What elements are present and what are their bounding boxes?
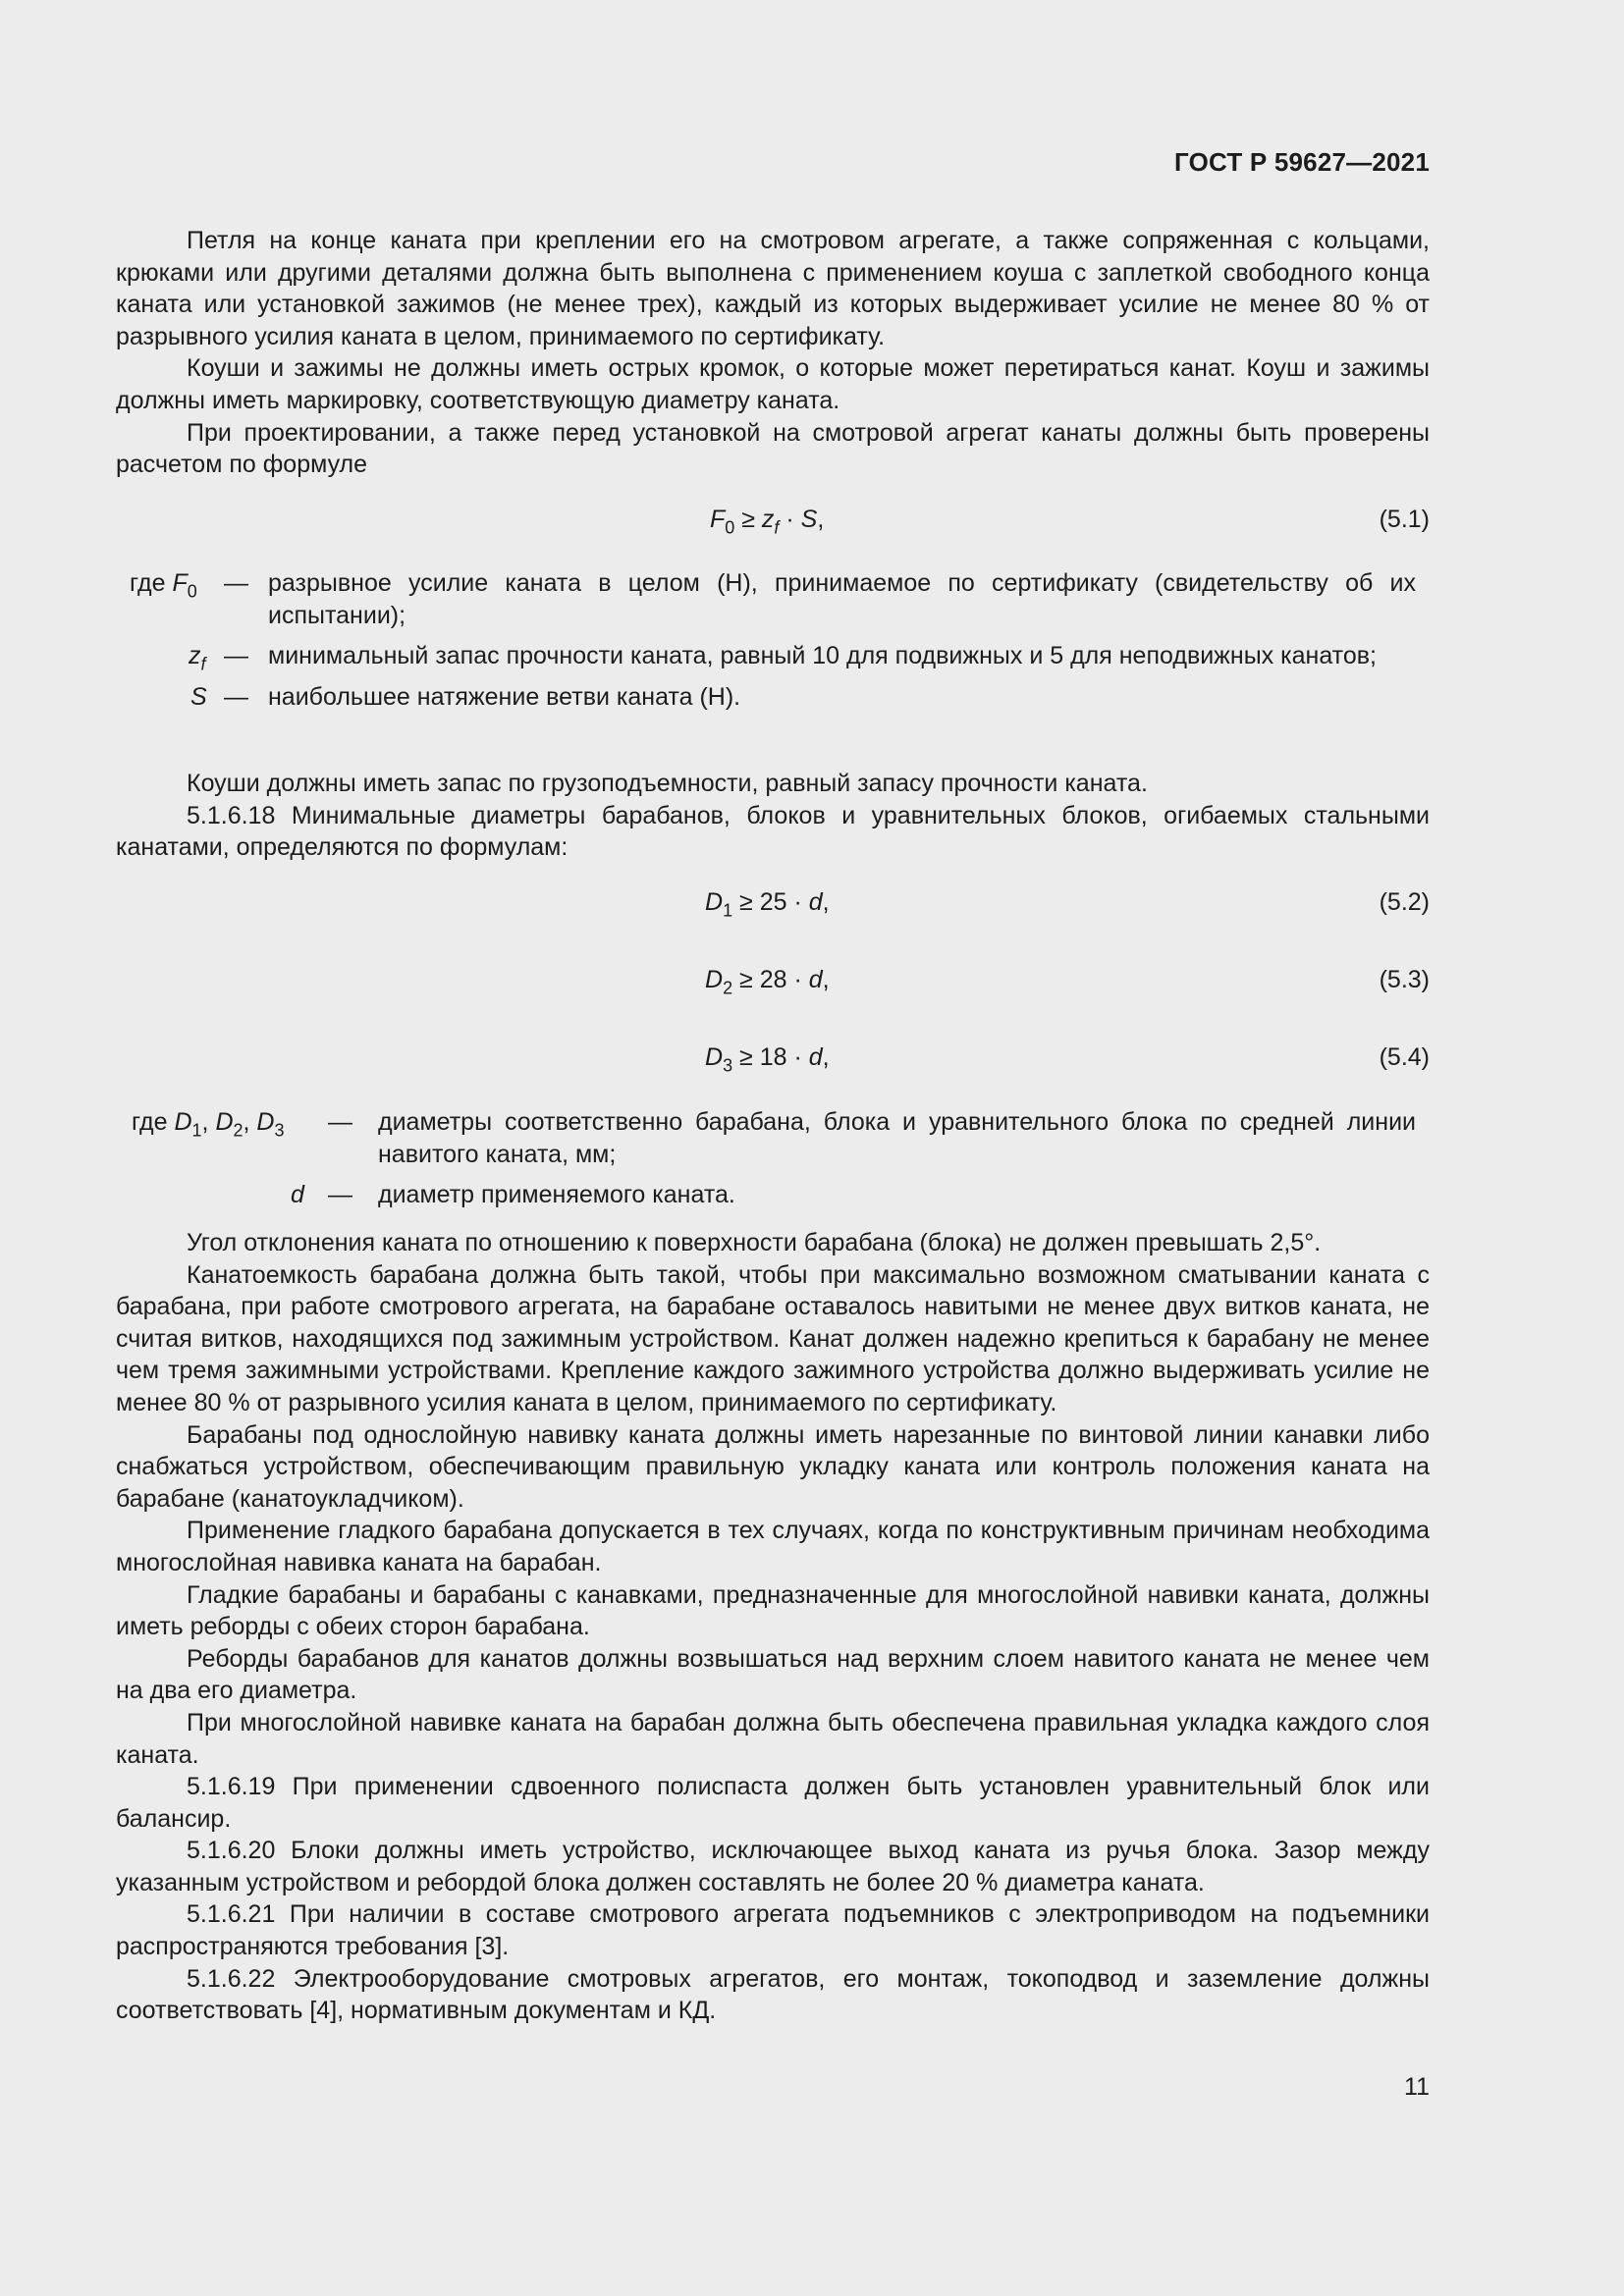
where-text: диаметры соответственно барабана, блока и уравнительного блока по средней линии навитого каната, мм; bbox=[378, 1108, 1416, 1168]
where-symbol: d bbox=[291, 1181, 304, 1209]
formula-expression: $F_0 \ge z_f \cdot S$, bbox=[710, 506, 825, 538]
formula-expression: $D_1 \ge 25 \cdot d$, bbox=[705, 888, 830, 921]
where-symbol: $z_f$ bbox=[189, 642, 206, 674]
mid-text bbox=[116, 768, 1430, 864]
where-item bbox=[116, 1179, 1430, 1211]
paragraph: При многослойной навивке каната на барабан должна быть обеспечена правильная укладка каждого слоя каната. bbox=[116, 1708, 1430, 1769]
formula-5-1 bbox=[116, 504, 1430, 537]
where-symbol: где $D_1$, $D_2$, $D_3$ bbox=[132, 1108, 285, 1141]
paragraph: 5.1.6.22 Электрооборудование смотровых агрегатов, его монтаж, токоподвод и заземление должны соответствовать [4], нормативным документам и КД. bbox=[116, 1964, 1430, 2025]
where-item bbox=[116, 640, 1430, 672]
where-list-1 bbox=[116, 567, 1430, 721]
formula-expression: $D_3 \ge 18 \cdot d$, bbox=[705, 1043, 830, 1076]
formula-expression: $D_2 \ge 28 \cdot d$, bbox=[705, 966, 830, 998]
paragraph: Реборды барабанов для канатов должны возвышаться над верхним слоем навитого каната не менее чем на два его диаметра. bbox=[116, 1644, 1430, 1705]
paragraph: Коуши и зажимы не должны иметь острых кромок, о которые может перетираться канат. Коуш и зажимы должны иметь маркировку, соответствующую диаметру каната. bbox=[116, 354, 1430, 414]
paragraph: Петля на конце каната при креплении его на смотровом агрегате, а также сопряженная с кольцами, крюками или другими деталями должна быть выполнена с применением коуша с заплеткой свободного конца каната или установкой зажимов (не менее трех), каждый из которых выдерживает усилие не менее 80 % от разрывного усилия каната в целом, принимаемого по сертификату. bbox=[116, 227, 1430, 350]
paragraph: Гладкие барабаны и барабаны с канавками, предназначенные для многослойной навивки каната, должны иметь реборды с обеих сторон барабана. bbox=[116, 1580, 1430, 1641]
where-text: диаметр применяемого каната. bbox=[378, 1181, 735, 1209]
where-list-2 bbox=[116, 1106, 1430, 1220]
paragraph: 5.1.6.21 При наличии в составе смотрового агрегата подъемников с электроприводом на подъемники распространяются требования [3]. bbox=[116, 1900, 1430, 1961]
where-item bbox=[116, 1106, 1430, 1170]
paragraph: Угол отклонения каната по отношению к поверхности барабана (блока) не должен превышать 2,5°. bbox=[187, 1229, 1322, 1256]
formula-5-4 bbox=[116, 1041, 1430, 1075]
where-text: разрывное усилие каната в целом (Н), принимаемое по сертификату (свидетельству об их испытании); bbox=[268, 569, 1416, 629]
formula-number: (5.2) bbox=[1379, 888, 1430, 916]
where-symbol: S bbox=[190, 682, 207, 711]
formula-number: (5.4) bbox=[1379, 1043, 1430, 1071]
document-header: ГОСТ Р 59627—2021 bbox=[1174, 147, 1430, 177]
body-text bbox=[116, 1227, 1430, 2027]
formula-number: (5.1) bbox=[1379, 506, 1430, 533]
where-item bbox=[116, 681, 1430, 714]
em-dash: — bbox=[328, 1181, 352, 1209]
formula-5-2 bbox=[116, 886, 1430, 920]
paragraph: Применение гладкого барабана допускается в тех случаях, когда по конструктивным причинам необходима многослойная навивка каната на барабан. bbox=[116, 1517, 1430, 1576]
paragraph: При проектировании, а также перед установкой на смотровой агрегат канаты должны быть проверены расчетом по формуле bbox=[116, 418, 1430, 479]
em-dash: — bbox=[224, 682, 248, 711]
paragraph: 5.1.6.19 При применении сдвоенного полиспаста должен быть установлен уравнительный блок или балансир. bbox=[116, 1773, 1430, 1833]
intro-text bbox=[116, 225, 1430, 481]
paragraph: 5.1.6.20 Блоки должны иметь устройство, исключающее выход каната из ручья блока. Зазор между указанным устройством и ребордой блока должен составлять не более 20 % диаметра каната. bbox=[116, 1837, 1430, 1896]
formula-number: (5.3) bbox=[1379, 966, 1430, 993]
where-symbol: где $F_0$ bbox=[130, 569, 197, 602]
paragraph: Барабаны под однослойную навивку каната должны иметь нарезанные по винтовой линии канавки либо снабжаться устройством, обеспечивающим правильную укладку каната или контроль положения каната на барабане (канатоукладчиком). bbox=[116, 1420, 1430, 1513]
where-text: наибольшее натяжение ветви каната (Н). bbox=[268, 682, 741, 711]
em-dash: — bbox=[328, 1108, 352, 1136]
where-item bbox=[116, 567, 1430, 631]
em-dash: — bbox=[224, 569, 248, 597]
paragraph: Канатоемкость барабана должна быть такой, чтобы при максимально возможном сматывании каната с барабана, при работе смотрового агрегата, на барабане оставалось навитыми не менее двух витков каната, не считая витков, находящихся под зажимным устройством. Канат должен надежно крепиться к барабану не менее чем тремя зажимными устройствами. Крепление каждого зажимного устройства должно выдерживать усилие не менее 80 % от разрывного усилия каната в целом, принимаемого по сертификату. bbox=[116, 1260, 1430, 1416]
formula-5-3 bbox=[116, 964, 1430, 997]
paragraph: Коуши должны иметь запас по грузоподъемности, равный запасу прочности каната. bbox=[187, 770, 1148, 797]
where-text: минимальный запас прочности каната, равный 10 для подвижных и 5 для неподвижных канатов; bbox=[268, 642, 1377, 670]
paragraph: 5.1.6.18 Минимальные диаметры барабанов, блоков и уравнительных блоков, огибаемых стальными канатами, определяются по формулам: bbox=[116, 801, 1430, 862]
em-dash: — bbox=[224, 642, 248, 670]
page-number: 11 bbox=[1404, 2073, 1430, 2101]
